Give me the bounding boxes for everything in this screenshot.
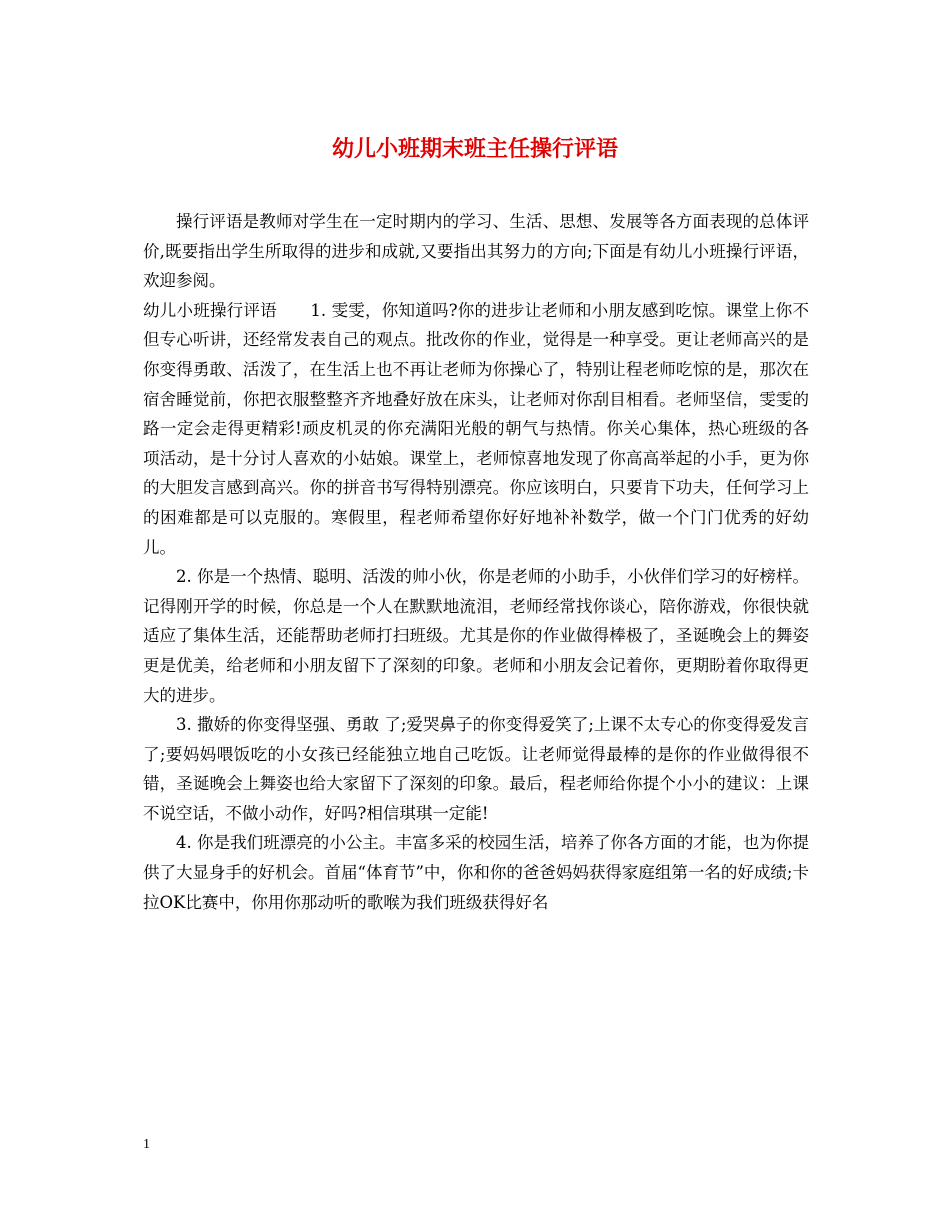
page-title: 幼儿小班期末班主任操行评语 <box>331 136 618 162</box>
paragraph-comment-1: 幼儿小班操行评语 1. 雯雯，你知道吗?你的进步让老师和小朋友感到吃惊。课堂上你不但专心听讲，还经常发表自己的观点。批改你的作业，觉得是一种享受。更让老师高兴的是你变得勇敢、活泼了，在生活上也不再让老师为你操心了，特别让程老师吃惊的是，那次在宿舍睡觉前，你把衣服整整齐齐地叠好放在床头，让老师对你刮目相看。老师坚信，雯雯的路一定会走得更精彩!顽皮机灵的你充满阳光般的朝气与热情。你关心集体，热心班级的各项活动，是十分讨人喜欢的小姑娘。课堂上，老师惊喜地发现了你高高举起的小手，更为你的大胆发言感到高兴。你的拼音书写得特别漂亮。你应该明白，只要肯下功夫，任何学习上的困难都是可以克服的。寒假里，程老师希望你好好地补补数学，做一个门门优秀的好幼儿。 <box>143 300 809 557</box>
paragraph-comment-4: 4. 你是我们班漂亮的小公主。丰富多采的校园生活，培养了你各方面的才能，也为你提供了大显身手的好机会。首届“体育节”中，你和你的爸爸妈妈获得家庭组第一名的好成绩;卡拉OK比赛中，你用你那动听的歌喉为我们班级获得好名 <box>143 833 809 912</box>
paragraph-comment-2: 2. 你是一个热情、聪明、活泼的帅小伙，你是老师的小助手，小伙伴们学习的好榜样。记得刚开学的时候，你总是一个人在默默地流泪，老师经常找你谈心，陪你游戏，你很快就适应了集体生活，还能帮助老师打扫班级。尤其是你的作业做得棒极了，圣诞晚会上的舞姿更是优美，给老师和小朋友留下了深刻的印象。老师和小朋友会记着你，更期盼着你取得更大的进步。 <box>143 567 809 705</box>
page-number: 1 <box>143 1137 150 1152</box>
paragraph-comment-3: 3. 撒娇的你变得坚强、勇敢 了;爱哭鼻子的你变得爱笑了;上课不太专心的你变得爱发言了;要妈妈喂饭吃的小女孩已经能独立地自己吃饭。让老师觉得最棒的是你的作业做得很不错，圣诞晚会上舞姿也给大家留下了深刻的印象。最后，程老师给你提个小小的建议：上课不说空话，不做小动作，好吗?相信琪琪一定能! <box>143 715 809 823</box>
paragraph-intro: 操行评语是教师对学生在一定时期内的学习、生活、思想、发展等各方面表现的总体评价,既要指出学生所取得的进步和成就,又要指出其努力的方向;下面是有幼儿小班操行评语，欢迎参阅。 <box>143 212 809 291</box>
document-body <box>143 207 809 917</box>
